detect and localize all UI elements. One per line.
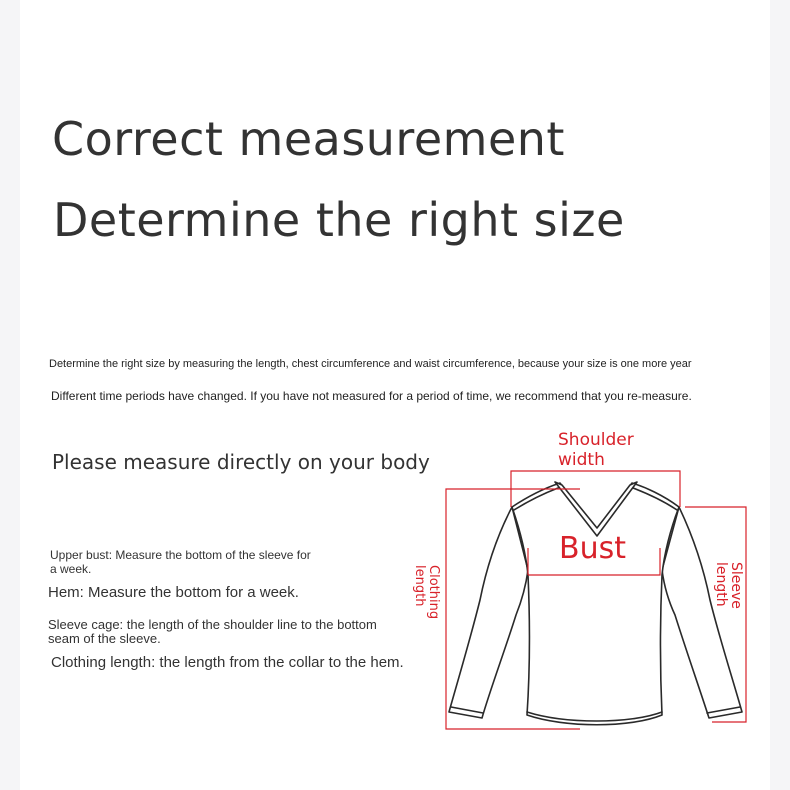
def-clothing-length: Clothing length: the length from the collar to the hem.: [51, 654, 404, 671]
section-title: Please measure directly on your body: [52, 450, 430, 474]
def-sleeve-line-2: seam of the sleeve.: [48, 631, 161, 646]
right-sleeve: [662, 507, 742, 718]
clothing-length-label-1: Clothing: [426, 565, 441, 620]
sleeve-length-label-2: length: [713, 562, 729, 607]
sweater-body: [512, 483, 679, 725]
left-sleeve: [449, 507, 528, 718]
sleeve-length-label-1: Sleeve: [728, 562, 744, 609]
def-hem: Hem: Measure the bottom for a week.: [48, 584, 299, 601]
def-sleeve-line-1: Sleeve cage: the length of the shoulder line to the bottom: [48, 617, 377, 632]
heading-line-2: Determine the right size: [53, 193, 625, 247]
def-upper-bust-line-2: a week.: [50, 562, 92, 576]
intro-line-2: Different time periods have changed. If you have not measured for a period of time, we recommend that you re-measure.: [51, 389, 692, 403]
shoulder-label-1: Shoulder: [558, 430, 634, 450]
heading-line-1: Correct measurement: [52, 112, 565, 166]
def-upper-bust-line-1: Upper bust: Measure the bottom of the sleeve for: [50, 548, 311, 562]
shoulder-label-2: width: [558, 450, 605, 470]
intro-line-1: Determine the right size by measuring the length, chest circumference and waist circumference, because your size is one more year: [49, 358, 692, 370]
clothing-length-label-2: length: [412, 565, 427, 607]
bust-label: Bust: [559, 531, 626, 566]
